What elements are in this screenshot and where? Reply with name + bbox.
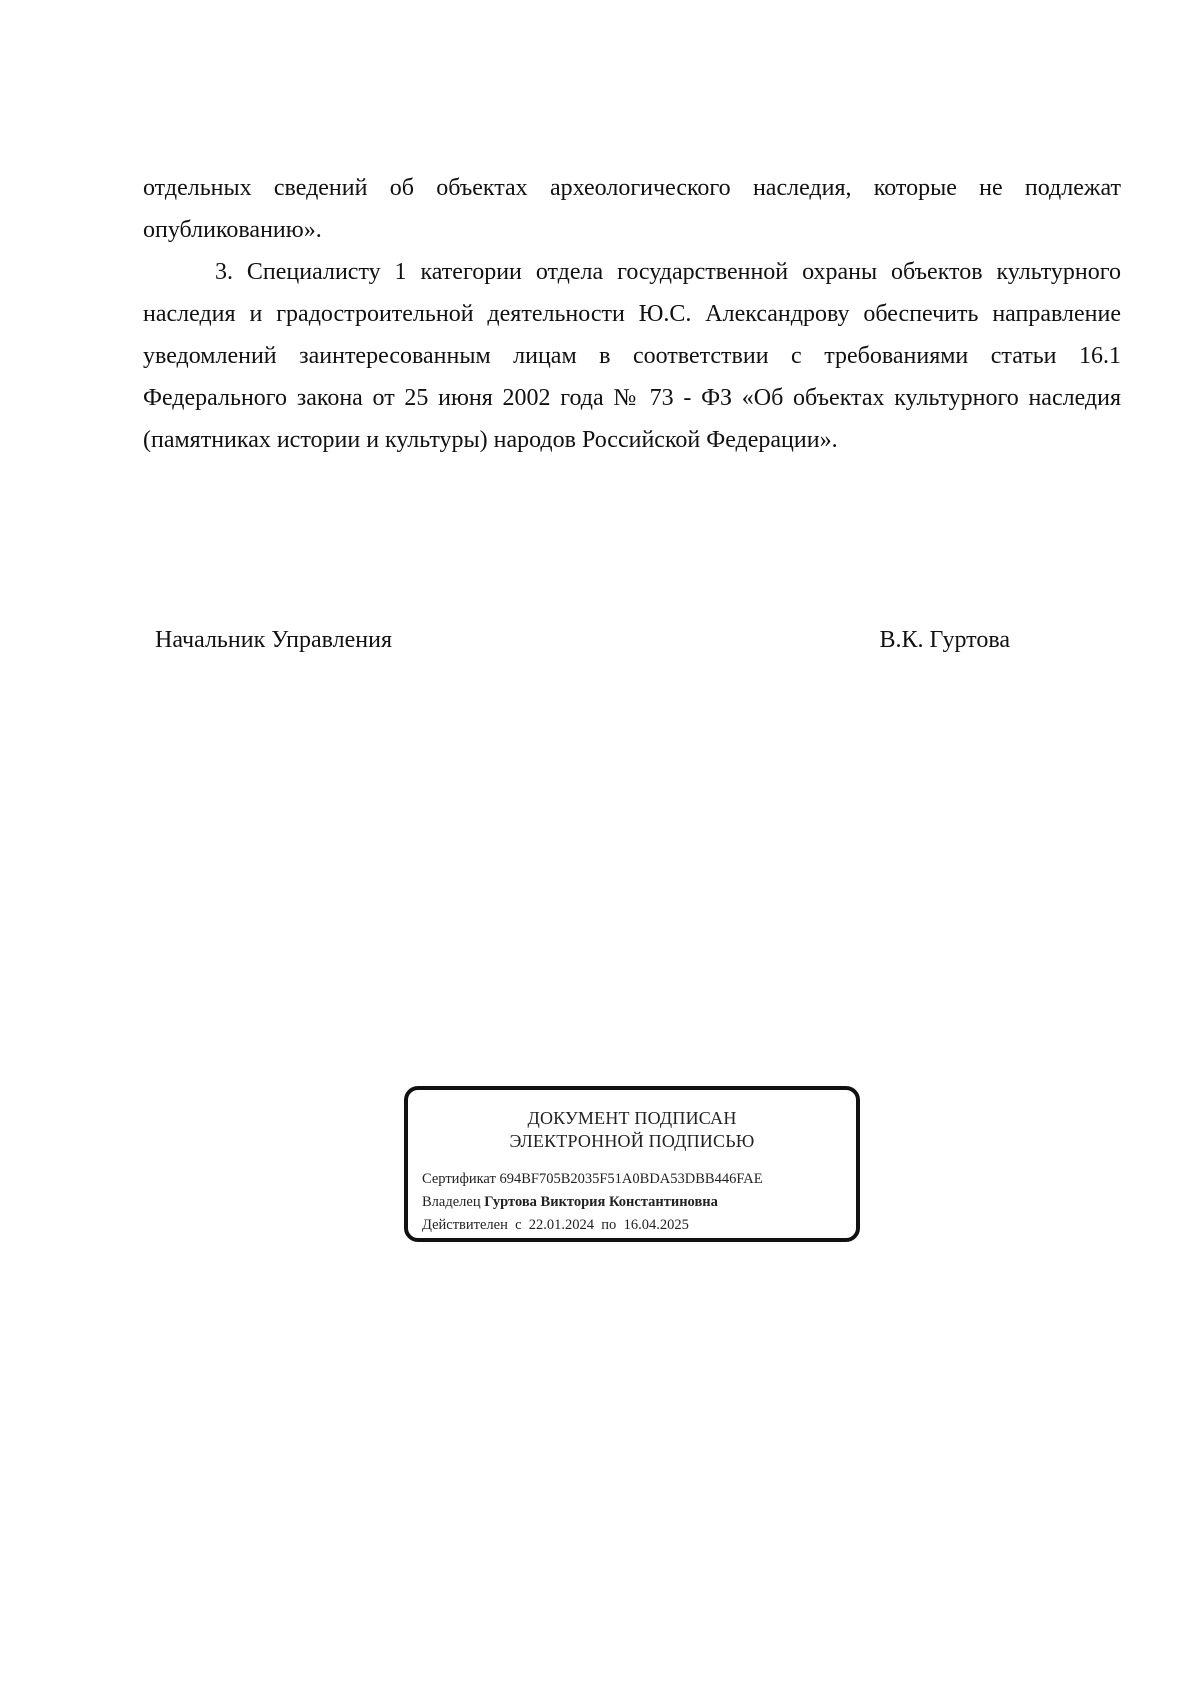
- signatory-name: В.К. Гуртова: [879, 627, 1010, 653]
- validity-to-label: по: [601, 1217, 617, 1233]
- certificate-value: 694BF705B2035F51A0BDA53DBB446FAE: [499, 1171, 763, 1187]
- validity-label: Действителен: [422, 1217, 508, 1233]
- validity-line: [422, 1214, 763, 1237]
- paragraph-continuation: отдельных сведений об объектах археологического наследия, которые не подлежат опубликованию».: [143, 175, 1121, 243]
- validity-from-label: с: [515, 1217, 522, 1233]
- owner-value: Гуртова Виктория Константиновна: [484, 1194, 718, 1210]
- signatory-title: Начальник Управления: [155, 627, 392, 653]
- paragraph-item-3: 3. Специалисту 1 категории отдела государственной охраны объектов культурного наследия и градостроительной деятельности Ю.С. Александрову обеспечить направление уведомлений заинтересованным лицам в соответствии с требованиями статьи 16.1 Федерального закона от 25 июня 2002 года № 73 - ФЗ «Об объектах культурного наследия (памятниках истории и культуры) народов Российской Федерации».: [143, 259, 1121, 453]
- validity-from: 22.01.2024: [528, 1217, 595, 1233]
- document-body: [143, 167, 1121, 461]
- owner-label: Владелец: [422, 1194, 481, 1210]
- certificate-line: [422, 1168, 763, 1191]
- stamp-heading-line1: ДОКУМЕНТ ПОДПИСАН: [527, 1108, 737, 1128]
- owner-line: [422, 1191, 763, 1214]
- validity-to: 16.04.2025: [623, 1217, 689, 1233]
- certificate-label: Сертификат: [422, 1171, 496, 1187]
- stamp-heading-line2: ЭЛЕКТРОННОЙ ПОДПИСЬЮ: [509, 1131, 755, 1151]
- stamp-heading: [408, 1107, 856, 1153]
- stamp-details: [422, 1168, 763, 1237]
- electronic-signature-stamp: [404, 1086, 860, 1242]
